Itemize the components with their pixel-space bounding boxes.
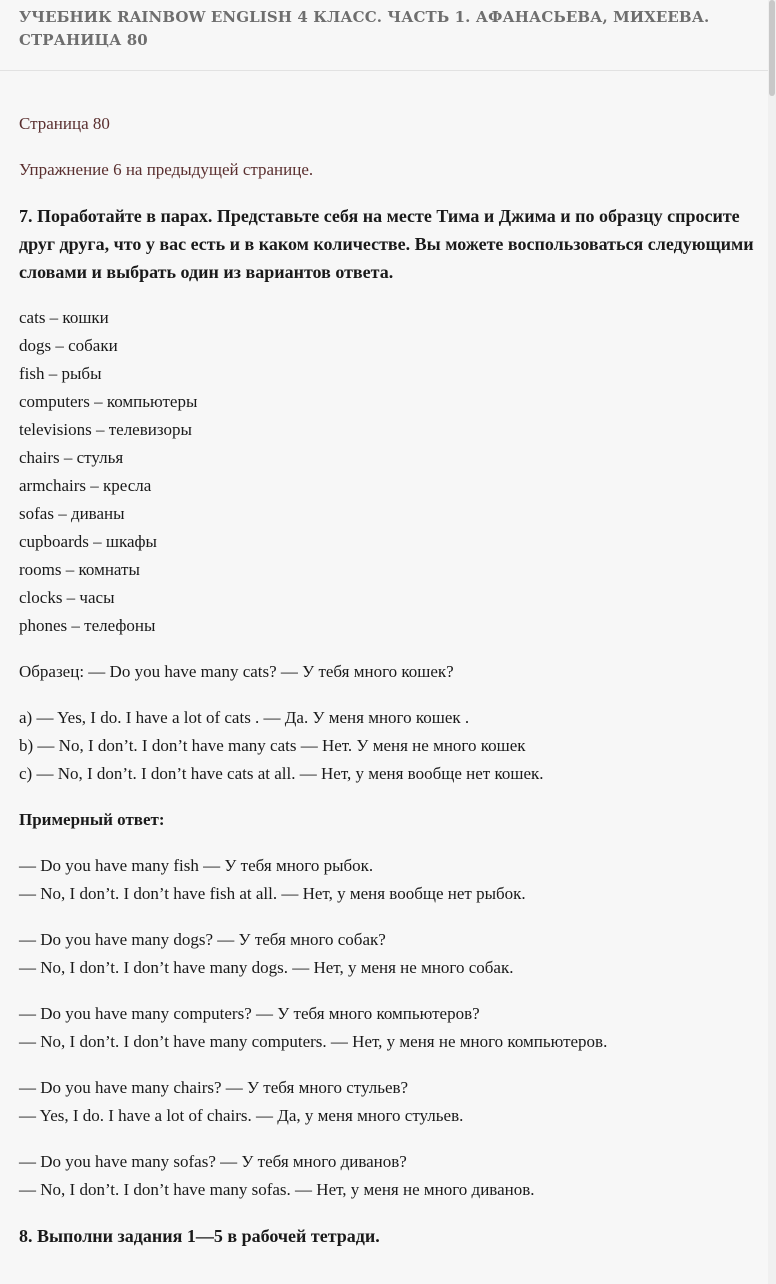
dialogue-question: — Do you have many fish — У тебя много рыбок. [19, 856, 374, 875]
vocab-item: cats – кошки [19, 308, 109, 327]
dialogue-question: — Do you have many computers? — У тебя много компьютеров? [19, 1004, 480, 1023]
page-title: УЧЕБНИК RAINBOW ENGLISH 4 КЛАСС. ЧАСТЬ 1. АФАНАСЬЕВА, МИХЕЕВА. СТРАНИЦА 80 [19, 8, 710, 49]
dialogue-4 [19, 1074, 754, 1130]
dialogue-2 [19, 926, 754, 982]
vocab-item: fish – рыбы [19, 364, 102, 383]
dialogue-answer: — Yes, I do. I have a lot of chairs. — Да, у меня много стульев. [19, 1106, 464, 1125]
sample-answer-heading: Примерный ответ: [19, 810, 165, 829]
vocab-item: chairs – стулья [19, 448, 124, 467]
page-label: Страница 80 [19, 114, 110, 133]
answer-options [19, 704, 754, 788]
dialogue-3 [19, 1000, 754, 1056]
vocab-item: phones – телефоны [19, 616, 156, 635]
dialogue-question: — Do you have many sofas? — У тебя много диванов? [19, 1152, 407, 1171]
article-content [19, 110, 754, 1250]
answer-option-c: c) — No, I don’t. I don’t have cats at all. — Нет, у меня вообще нет кошек. [19, 764, 544, 783]
sample-dialogue: Образец: — Do you have many cats? — У тебя много кошек? [19, 662, 454, 681]
answer-option-b: b) — No, I don’t. I don’t have many cats — Нет. У меня не много кошек [19, 736, 526, 755]
page-header [0, 0, 768, 71]
scrollbar[interactable] [768, 0, 776, 1284]
answer-option-a: a) — Yes, I do. I have a lot of cats . — Да. У меня много кошек . [19, 708, 470, 727]
dialogue-5 [19, 1148, 754, 1204]
dialogue-question: — Do you have many dogs? — У тебя много собак? [19, 930, 386, 949]
dialogue-answer: — No, I don’t. I don’t have fish at all. — Нет, у меня вообще нет рыбок. [19, 884, 526, 903]
task-7-heading: 7. Поработайте в парах. Представьте себя на месте Тима и Джима и по образцу спросите друг друга, что у вас есть и в каком количестве. Вы можете воспользоваться следующими словами и выбрать один из вариантов ответа. [19, 206, 754, 282]
vocab-item: televisions – телевизоры [19, 420, 192, 439]
dialogue-answer: — No, I don’t. I don’t have many computers. — Нет, у меня не много компьютеров. [19, 1032, 608, 1051]
scrollbar-thumb[interactable] [769, 0, 775, 96]
task-8-heading: 8. Выполни задания 1—5 в рабочей тетради. [19, 1226, 380, 1246]
vocab-item: dogs – собаки [19, 336, 118, 355]
dialogue-question: — Do you have many chairs? — У тебя много стульев? [19, 1078, 409, 1097]
vocabulary-list [19, 304, 754, 640]
vocab-item: rooms – комнаты [19, 560, 140, 579]
vocab-item: clocks – часы [19, 588, 115, 607]
vocab-item: computers – компьютеры [19, 392, 198, 411]
vocab-item: armchairs – кресла [19, 476, 152, 495]
vocab-item: cupboards – шкафы [19, 532, 157, 551]
dialogue-answer: — No, I don’t. I don’t have many dogs. — Нет, у меня не много собак. [19, 958, 514, 977]
dialogue-1 [19, 852, 754, 908]
vocab-item: sofas – диваны [19, 504, 125, 523]
dialogue-answer: — No, I don’t. I don’t have many sofas. — Нет, у меня не много диванов. [19, 1180, 535, 1199]
previous-exercise-note: Упражнение 6 на предыдущей странице. [19, 160, 314, 179]
